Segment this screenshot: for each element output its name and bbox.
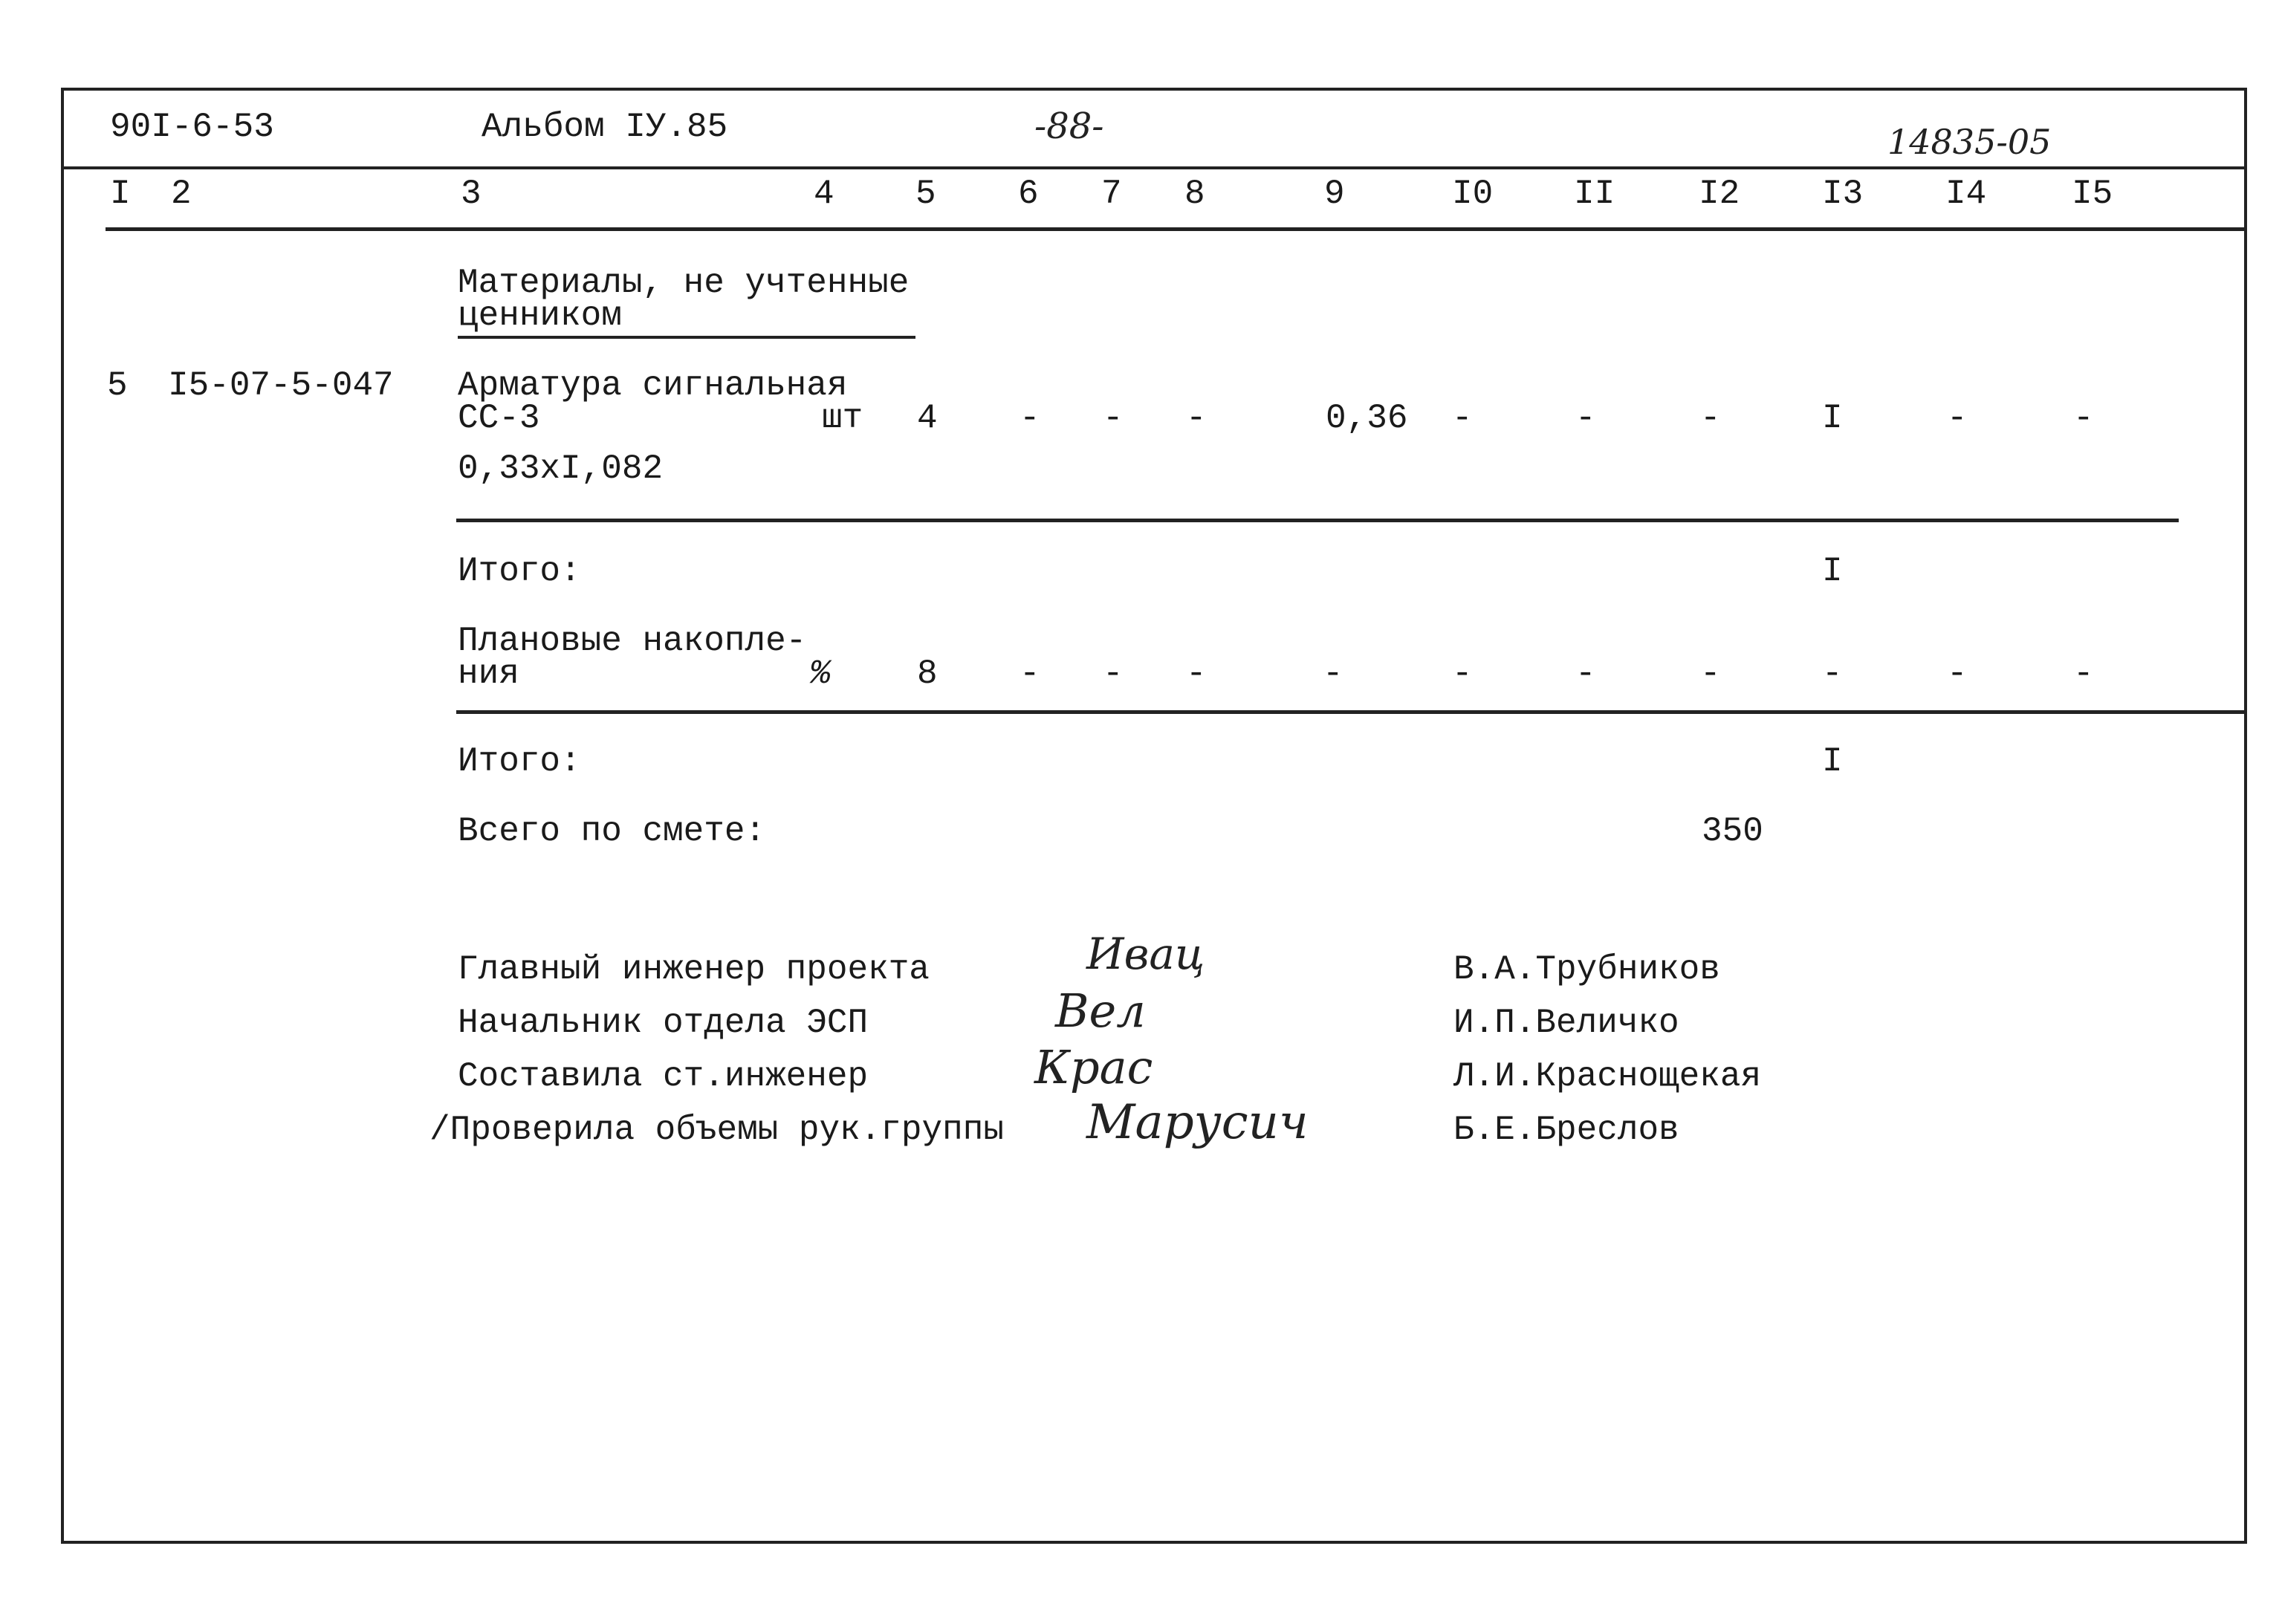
planned-line1: Плановые накопле- [458, 622, 807, 660]
page-frame [61, 88, 2247, 1544]
signature-name-department-head: И.П.Величко [1453, 1004, 1679, 1042]
planned-col13: - [1822, 655, 1843, 693]
row1-name-line1: Арматура сигнальная [458, 366, 848, 405]
planned-rule [456, 710, 2244, 714]
row1-col13: I [1822, 399, 1843, 438]
signature-role-chief-engineer: Главный инженер проекта [458, 950, 930, 989]
handwritten-signature: Марусич [1086, 1095, 1309, 1150]
row1-col9: 0,36 [1326, 399, 1408, 438]
planned-col8: - [1186, 655, 1207, 693]
planned-col11: - [1575, 655, 1596, 693]
signature-name-checked-by: Б.Е.Бреслов [1453, 1111, 1679, 1149]
signature-name-compiled-by: Л.И.Краснощекая [1453, 1057, 1762, 1096]
total1-label: Итого: [458, 552, 581, 591]
handwritten-signature: Крас [1034, 1040, 1153, 1094]
header-rule [64, 166, 2244, 169]
planned-col9: - [1323, 655, 1343, 693]
row1-col5: 4 [917, 399, 938, 438]
planned-col5: 8 [917, 655, 938, 693]
col-8: 8 [1184, 175, 1205, 213]
row1-name-line2: СС-3 [458, 399, 540, 438]
header-page-number: -88- [1034, 105, 1104, 147]
col-2: 2 [171, 175, 192, 213]
total1-col13: I [1822, 552, 1843, 591]
col-15: I5 [2072, 175, 2113, 213]
total2-col13: I [1822, 742, 1843, 781]
row1-col12: - [1700, 399, 1721, 438]
col-10: I0 [1452, 175, 1494, 213]
col-4: 4 [814, 175, 834, 213]
row1-col15: - [2073, 399, 2094, 438]
col-9: 9 [1324, 175, 1345, 213]
col-11: II [1574, 175, 1615, 213]
row1-col11: - [1575, 399, 1596, 438]
planned-line2: ния [458, 655, 519, 693]
header-doc-number: 14835-05 [1887, 122, 2052, 162]
signature-role-compiled-by: Составила ст.инженер [458, 1057, 869, 1096]
planned-col6: - [1020, 655, 1040, 693]
total2-label: Итого: [458, 742, 581, 781]
row1-col8: - [1186, 399, 1207, 438]
row1-col14: - [1947, 399, 1968, 438]
row1-unit: шт [822, 399, 863, 438]
grand-total-col12: 350 [1702, 812, 1763, 851]
signature-role-checked-by: /Проверила объемы рук.группы [430, 1111, 1004, 1149]
col-1: I [110, 175, 131, 213]
row1-name-line3: 0,33хI,082 [458, 449, 664, 488]
section-title-line1: Материалы, не учтенные [458, 264, 910, 302]
columns-rule [106, 227, 2244, 231]
planned-col12: - [1700, 655, 1721, 693]
header-code: 90I-6-53 [110, 108, 274, 146]
col-14: I4 [1945, 175, 1987, 213]
col-6: 6 [1018, 175, 1039, 213]
row1-col10: - [1452, 399, 1473, 438]
row1-col7: - [1103, 399, 1124, 438]
planned-col15: - [2073, 655, 2094, 693]
row1-rule [456, 519, 2179, 522]
col-5: 5 [915, 175, 936, 213]
row1-number: 5 [107, 366, 128, 405]
signature-name-chief-engineer: В.А.Трубников [1453, 950, 1720, 989]
col-12: I2 [1699, 175, 1740, 213]
handwritten-signature: Вел [1055, 984, 1146, 1038]
planned-col10: - [1452, 655, 1473, 693]
col-3: 3 [461, 175, 482, 213]
header-album: Альбом IУ.85 [482, 108, 728, 146]
signature-role-department-head: Начальник отдела ЭСП [458, 1004, 869, 1042]
grand-total-label: Всего по смете: [458, 812, 766, 851]
planned-unit: % [810, 655, 831, 693]
section-title-line2: ценником [458, 299, 915, 339]
planned-col14: - [1947, 655, 1968, 693]
row1-code: I5-07-5-047 [168, 366, 394, 405]
handwritten-signature: Ивац [1086, 929, 1205, 979]
row1-col6: - [1020, 399, 1040, 438]
planned-col7: - [1103, 655, 1124, 693]
col-7: 7 [1101, 175, 1122, 213]
col-13: I3 [1822, 175, 1864, 213]
